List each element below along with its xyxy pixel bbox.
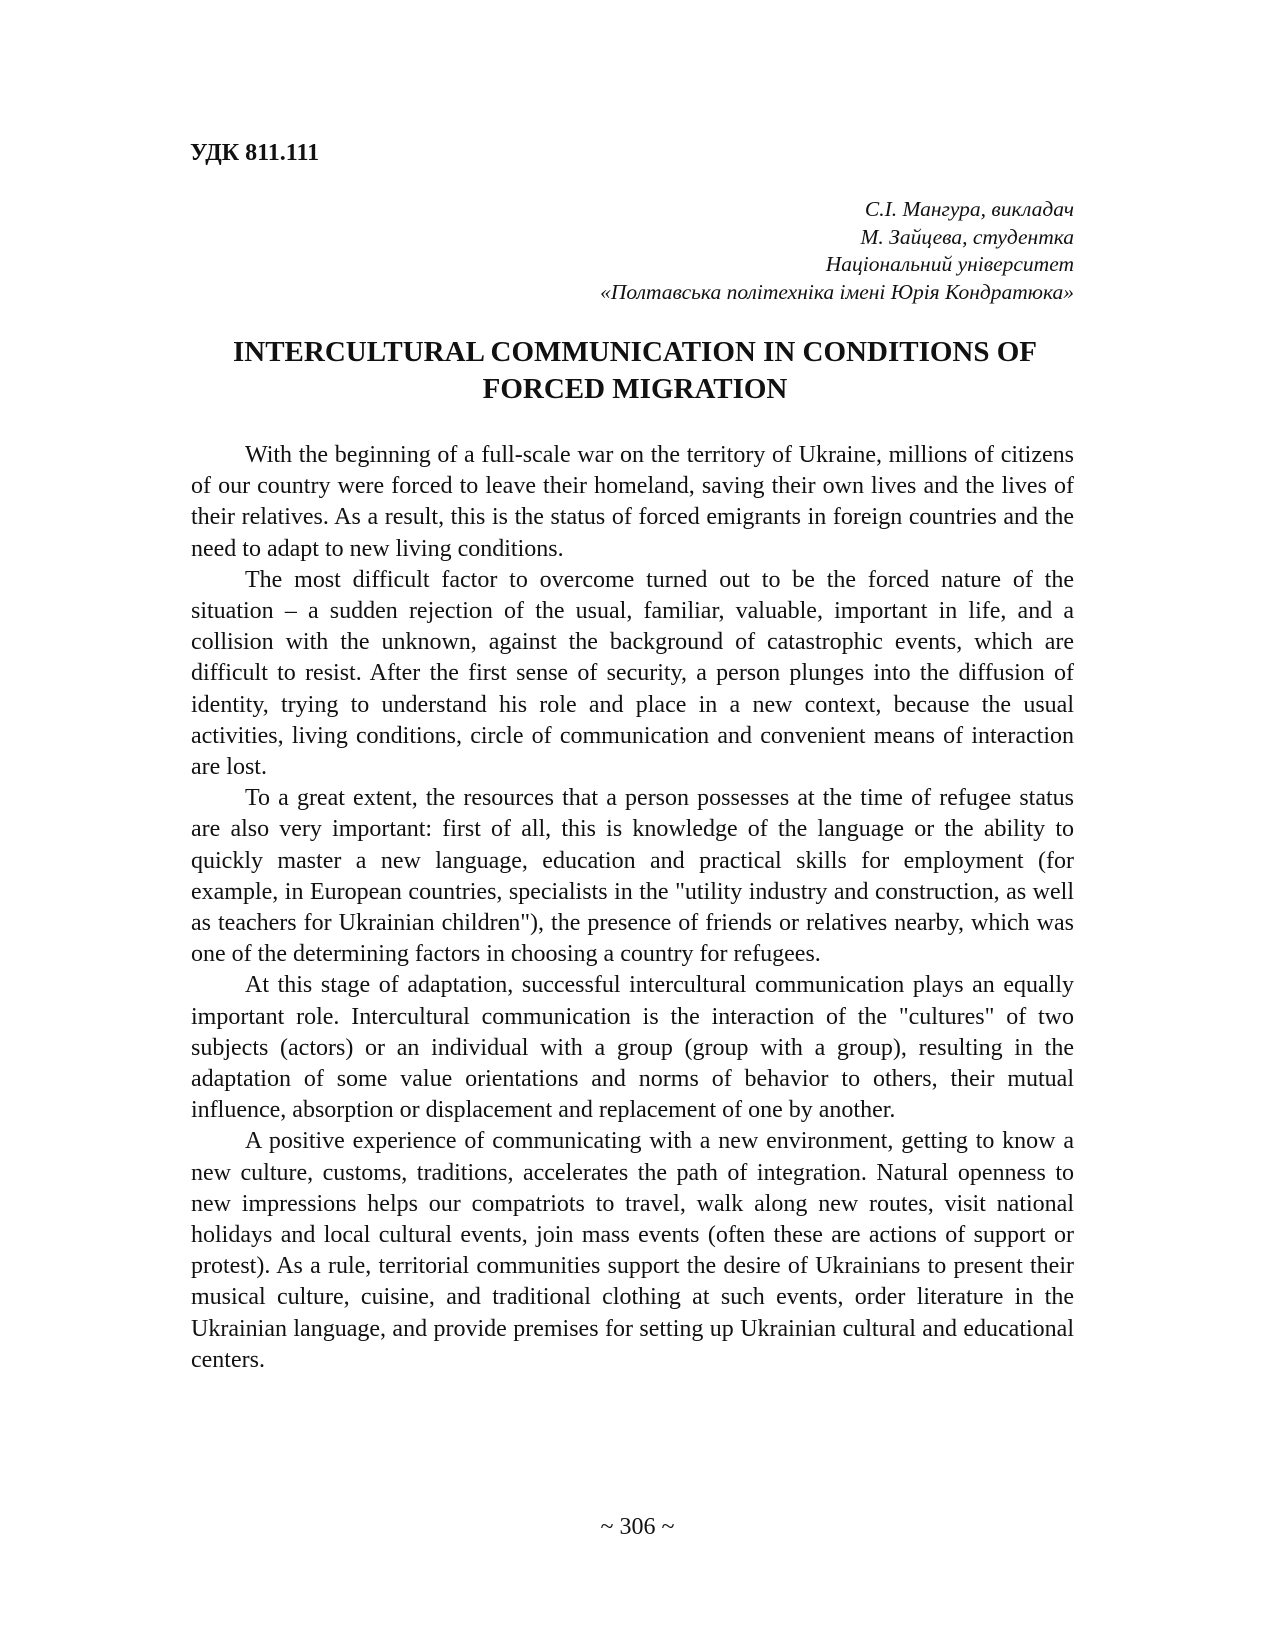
author-line-1: С.І. Мангура, викладач xyxy=(864,197,1074,221)
body-paragraph-3: To a great extent, the resources that a person possesses at the time of refugee status are also very important: first of all, this is knowledge of the language or the ability to quickly master a new language, education and practical skills for employment (for example, in European countries, specialists in the "utility industry and construction, as well as teachers for Ukrainian children"), the presence of friends or relatives nearby, which was one of the determining factors in choosing a country for refugees. xyxy=(191,785,1074,968)
author-line-2: М. Зайцева, студентка xyxy=(860,224,1074,249)
article-title xyxy=(185,334,1085,408)
page-number: ~ 306 ~ xyxy=(600,1514,675,1540)
body-paragraph-5: A positive experience of communicating with a new environment, getting to know a new culture, customs, traditions, accelerates the path of integration. Natural openness to new impressions helps our compatriots to travel, walk along new routes, visit national holidays and local cultural events, join mass events (often these are actions of support or protest). As a rule, territorial communities support the desire of Ukrainians to present their musical culture, cuisine, and traditional clothing at such events, order literature in the Ukrainian language, and provide premises for setting up Ukrainian cultural and educational centers. xyxy=(191,1128,1074,1373)
article-title-line-1: INTERCULTURAL COMMUNICATION IN CONDITIONS OF xyxy=(232,336,1038,368)
article-title-line-2: FORCED MIGRATION xyxy=(482,373,788,405)
body-paragraph-4: At this stage of adaptation, successful intercultural communication plays an equally important role. Intercultural communication is the interaction of the "cultures" of two subjects (actors) or an individual with a group (group with a group), resulting in the adaptation of some value orientations and norms of behavior to others, their mutual influence, absorption or displacement and replacement of one by another. xyxy=(191,972,1074,1124)
affiliation-line-1: Національний університет xyxy=(825,252,1074,276)
udc-code: УДК 811.111 xyxy=(190,140,320,166)
body-paragraph-2: The most difficult factor to overcome turned out to be the forced nature of the situation – a sudden rejection of the usual, familiar, valuable, important in life, and a collision with the unknown, against the background of catastrophic events, which are difficult to resist. After the first sense of security, a person plunges into the diffusion of identity, trying to understand his role and place in a new context, because the usual activities, living conditions, circle of communication and convenient means of interaction are lost. xyxy=(191,566,1074,781)
author-block xyxy=(374,196,1074,306)
affiliation-line-2: «Полтавська політехніка імені Юрія Кондратюка» xyxy=(600,279,1074,304)
article-body xyxy=(191,440,1074,1376)
body-paragraph-1: With the beginning of a full-scale war on the territory of Ukraine, millions of citizens of our country were forced to leave their homeland, saving their own lives and the lives of their relatives. As a result, this is the status of forced emigrants in foreign countries and the need to adapt to new living conditions. xyxy=(191,442,1074,562)
